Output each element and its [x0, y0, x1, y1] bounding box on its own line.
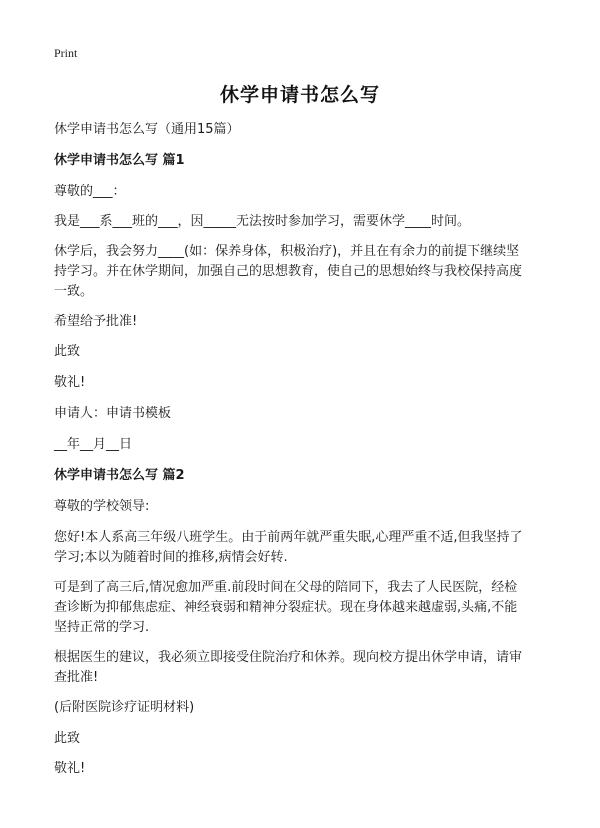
- section2-closing1: 此致: [54, 731, 81, 746]
- section2-paragraph1-line1: 您好!本人系高三年级八班学生。由于前两年就严重失眠,心理严重不适,但我坚持了: [54, 530, 523, 545]
- section1-closing1: 此致: [54, 344, 81, 359]
- section1-closing2: 敬礼!: [54, 375, 86, 390]
- section1-date: __年__月__日: [54, 437, 133, 452]
- section1-hope: 希望给予批准!: [54, 314, 138, 329]
- section2-salutation: 尊敬的学校领导:: [54, 499, 150, 514]
- section2-paragraph3-line1: 根据医生的建议，我必须立即接受住院治疗和休养。现向校方提出休学申请，请审: [54, 650, 523, 665]
- section1-salutation: 尊敬的___：: [54, 184, 126, 199]
- document-subtitle: 休学申请书怎么写（通用15篇）: [54, 122, 240, 137]
- section2-paragraph1-line2: 学习;本以为随着时间的推移,病情会好转.: [54, 550, 288, 565]
- page-title: 休学申请书怎么写: [219, 84, 380, 106]
- section2-heading: 休学申请书怎么写 篇2: [54, 468, 185, 483]
- section1-paragraph1: 我是___系___班的___，因_____无法按时参加学习，需要休学____时间。: [54, 214, 471, 229]
- section1-paragraph2-line2: 持学习。并在休学期间，加强自己的思想教育，使自己的思想始终与我校保持高度: [54, 264, 523, 279]
- section1-applicant: 申请人：申请书模板: [54, 406, 172, 421]
- section2-paragraph3-line2: 查批准!: [54, 670, 99, 685]
- section2-paragraph2-line1: 可是到了高三后,情况愈加严重.前段时间在父母的陪同下，我去了人民医院，经检: [54, 580, 518, 595]
- section1-paragraph2-line3: 一致。: [54, 284, 94, 299]
- section2-attachment-note: (后附医院诊疗证明材料): [54, 700, 195, 715]
- section2-paragraph2-line2: 查诊断为抑郁焦虑症、神经衰弱和精神分裂症状。现在身体越来越虚弱,头痛,不能: [54, 600, 518, 615]
- section2-closing2: 敬礼!: [54, 761, 86, 776]
- section1-paragraph2-line1: 休学后，我会努力____(如：保养身体，积极治疗)，并且在有余力的前提下继续坚: [54, 244, 520, 259]
- section1-heading: 休学申请书怎么写 篇1: [54, 153, 185, 168]
- print-label: Print: [54, 46, 78, 60]
- section2-paragraph2-line3: 坚持正常的学习.: [54, 620, 150, 635]
